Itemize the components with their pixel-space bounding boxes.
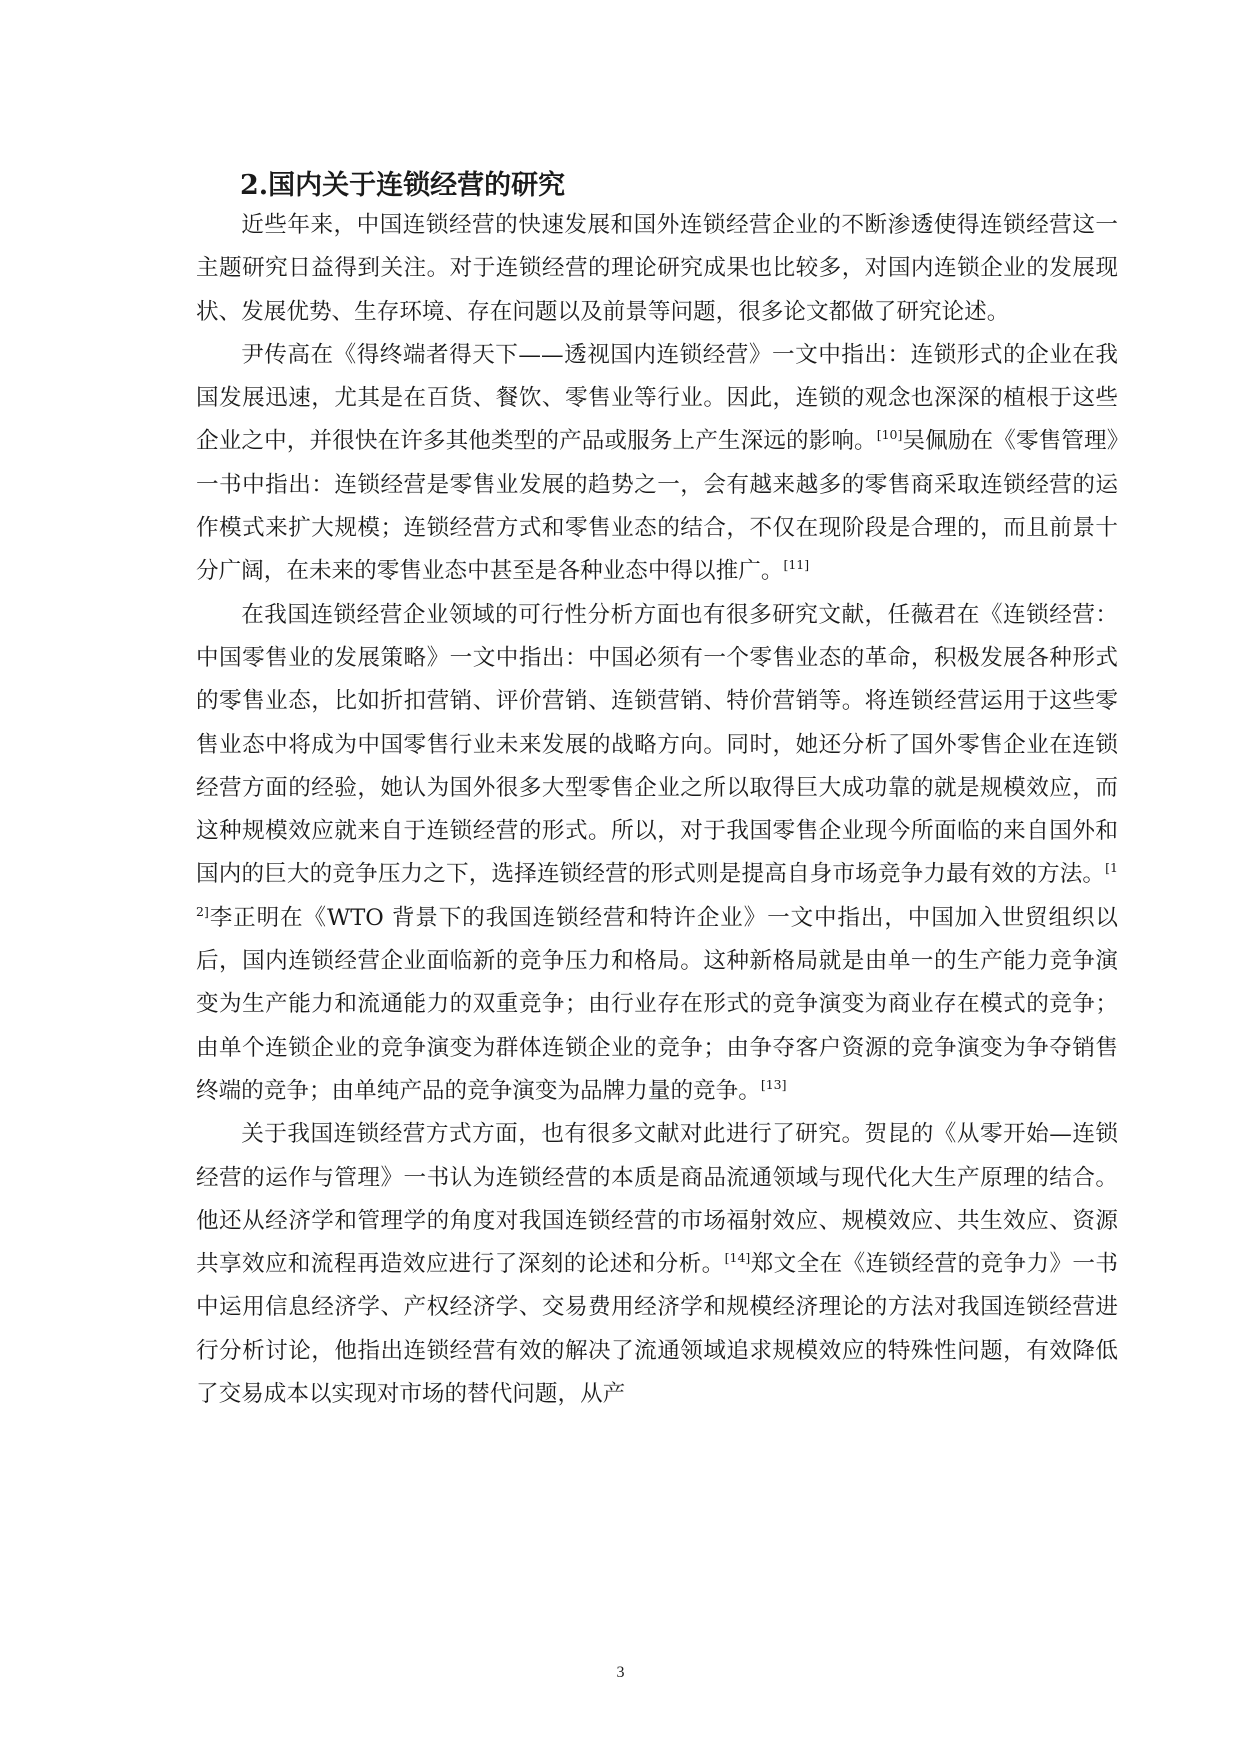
body-paragraph [196, 334, 1118, 594]
citation-ref: [14] [724, 1250, 751, 1266]
paragraph-text: 吴佩励在《零售管理》一书中指出：连锁经营是零售业发展的趋势之一，会有越来越多的零售商采取连锁经营的运作模式来扩大规模；连锁经营方式和零售业态的结合，不仅在现阶段是合理的，而且前景十分广阔，在未来的零售业态中甚至是各种业态中得以推广。 [196, 428, 1118, 585]
paragraph-list [196, 204, 1118, 1416]
paragraph-text: 郑文全在《连锁经营的竞争力》一书中运用信息经济学、产权经济学、交易费用经济学和规模经济理论的方法对我国连锁经营进行分析讨论，他指出连锁经营有效的解决了流通领域追求规模效应的特殊性问题，有效降低了交易成本以实现对市场的替代问题，从产 [196, 1251, 1119, 1408]
paragraph-text: 尹传高在《得终端者得天下——透视国内连锁经营》一文中指出：连锁形式的企业在我国发展迅速，尤其是在百货、餐饮、零售业等行业。因此，连锁的观念也深深的植根于这些企业之中，并很快在许多其他类型的产品或服务上产生深远的影响。 [196, 341, 1118, 455]
body-paragraph [196, 204, 1118, 334]
page-body [196, 168, 1118, 1416]
paragraph-text: 近些年来，中国连锁经营的快速发展和国外连锁经营企业的不断渗透使得连锁经营这一主题研究日益得到关注。对于连锁经营的理论研究成果也比较多，对国内连锁企业的发展现状、发展优势、生存环境、存在问题以及前景等问题，很多论文都做了研究论述。 [196, 212, 1118, 325]
page-number: 3 [616, 1664, 625, 1681]
body-paragraph [196, 594, 1118, 1114]
paragraph-text: 在我国连锁经营企业领域的可行性分析方面也有很多研究文献，任薇君在《连锁经营：中国零售业的发展策略》一文中指出：中国必须有一个零售业态的革命，积极发展各种形式的零售业态，比如折扣营销、评价营销、连锁营销、特价营销等。将连锁经营运用于这些零售业态中将成为中国零售行业未来发展的战略方向。同时，她还分析了国外零售企业在连锁经营方面的经验，她认为国外很多大型零售企业之所以取得巨大成功靠的就是规模效应，而这种规模效应就来自于连锁经营的形式。所以，对于我国零售企业现今所面临的来自国外和国内的巨大的竞争压力之下，选择连锁经营的形式则是提高自身市场竞争力最有效的方法。 [196, 601, 1118, 888]
citation-ref: [13] [760, 1076, 787, 1092]
section-heading: 2.国内关于连锁经营的研究 [240, 170, 566, 201]
paragraph-text: 关于我国连锁经营方式方面，也有很多文献对此进行了研究。贺昆的《从零开始—连锁经营的运作与管理》一书认为连锁经营的本质是商品流通领域与现代化大生产原理的结合。他还从经济学和管理学的角度对我国连锁经营的市场福射效应、规模效应、共生效应、资源共享效应和流程再造效应进行了深刻的论述和分析。 [196, 1121, 1118, 1278]
paragraph-text: 李正明在《WTO 背景下的我国连锁经营和特许企业》一文中指出，中国加入世贸组织以后，国内连锁经营企业面临新的竞争压力和格局。这种新格局就是由单一的生产能力竞争演变为生产能力和流通能力的双重竞争；由行业存在形式的竞争演变为商业存在模式的竞争；由单个连锁企业的竞争演变为群体连锁企业的竞争；由争夺客户资源的竞争演变为争夺销售终端的竞争；由单纯产品的竞争演变为品牌力量的竞争。 [196, 904, 1118, 1104]
body-paragraph [196, 1113, 1118, 1416]
citation-ref: [10] [876, 427, 903, 443]
citation-ref: [11] [783, 557, 810, 573]
citation-ref: [12] [196, 860, 1118, 919]
